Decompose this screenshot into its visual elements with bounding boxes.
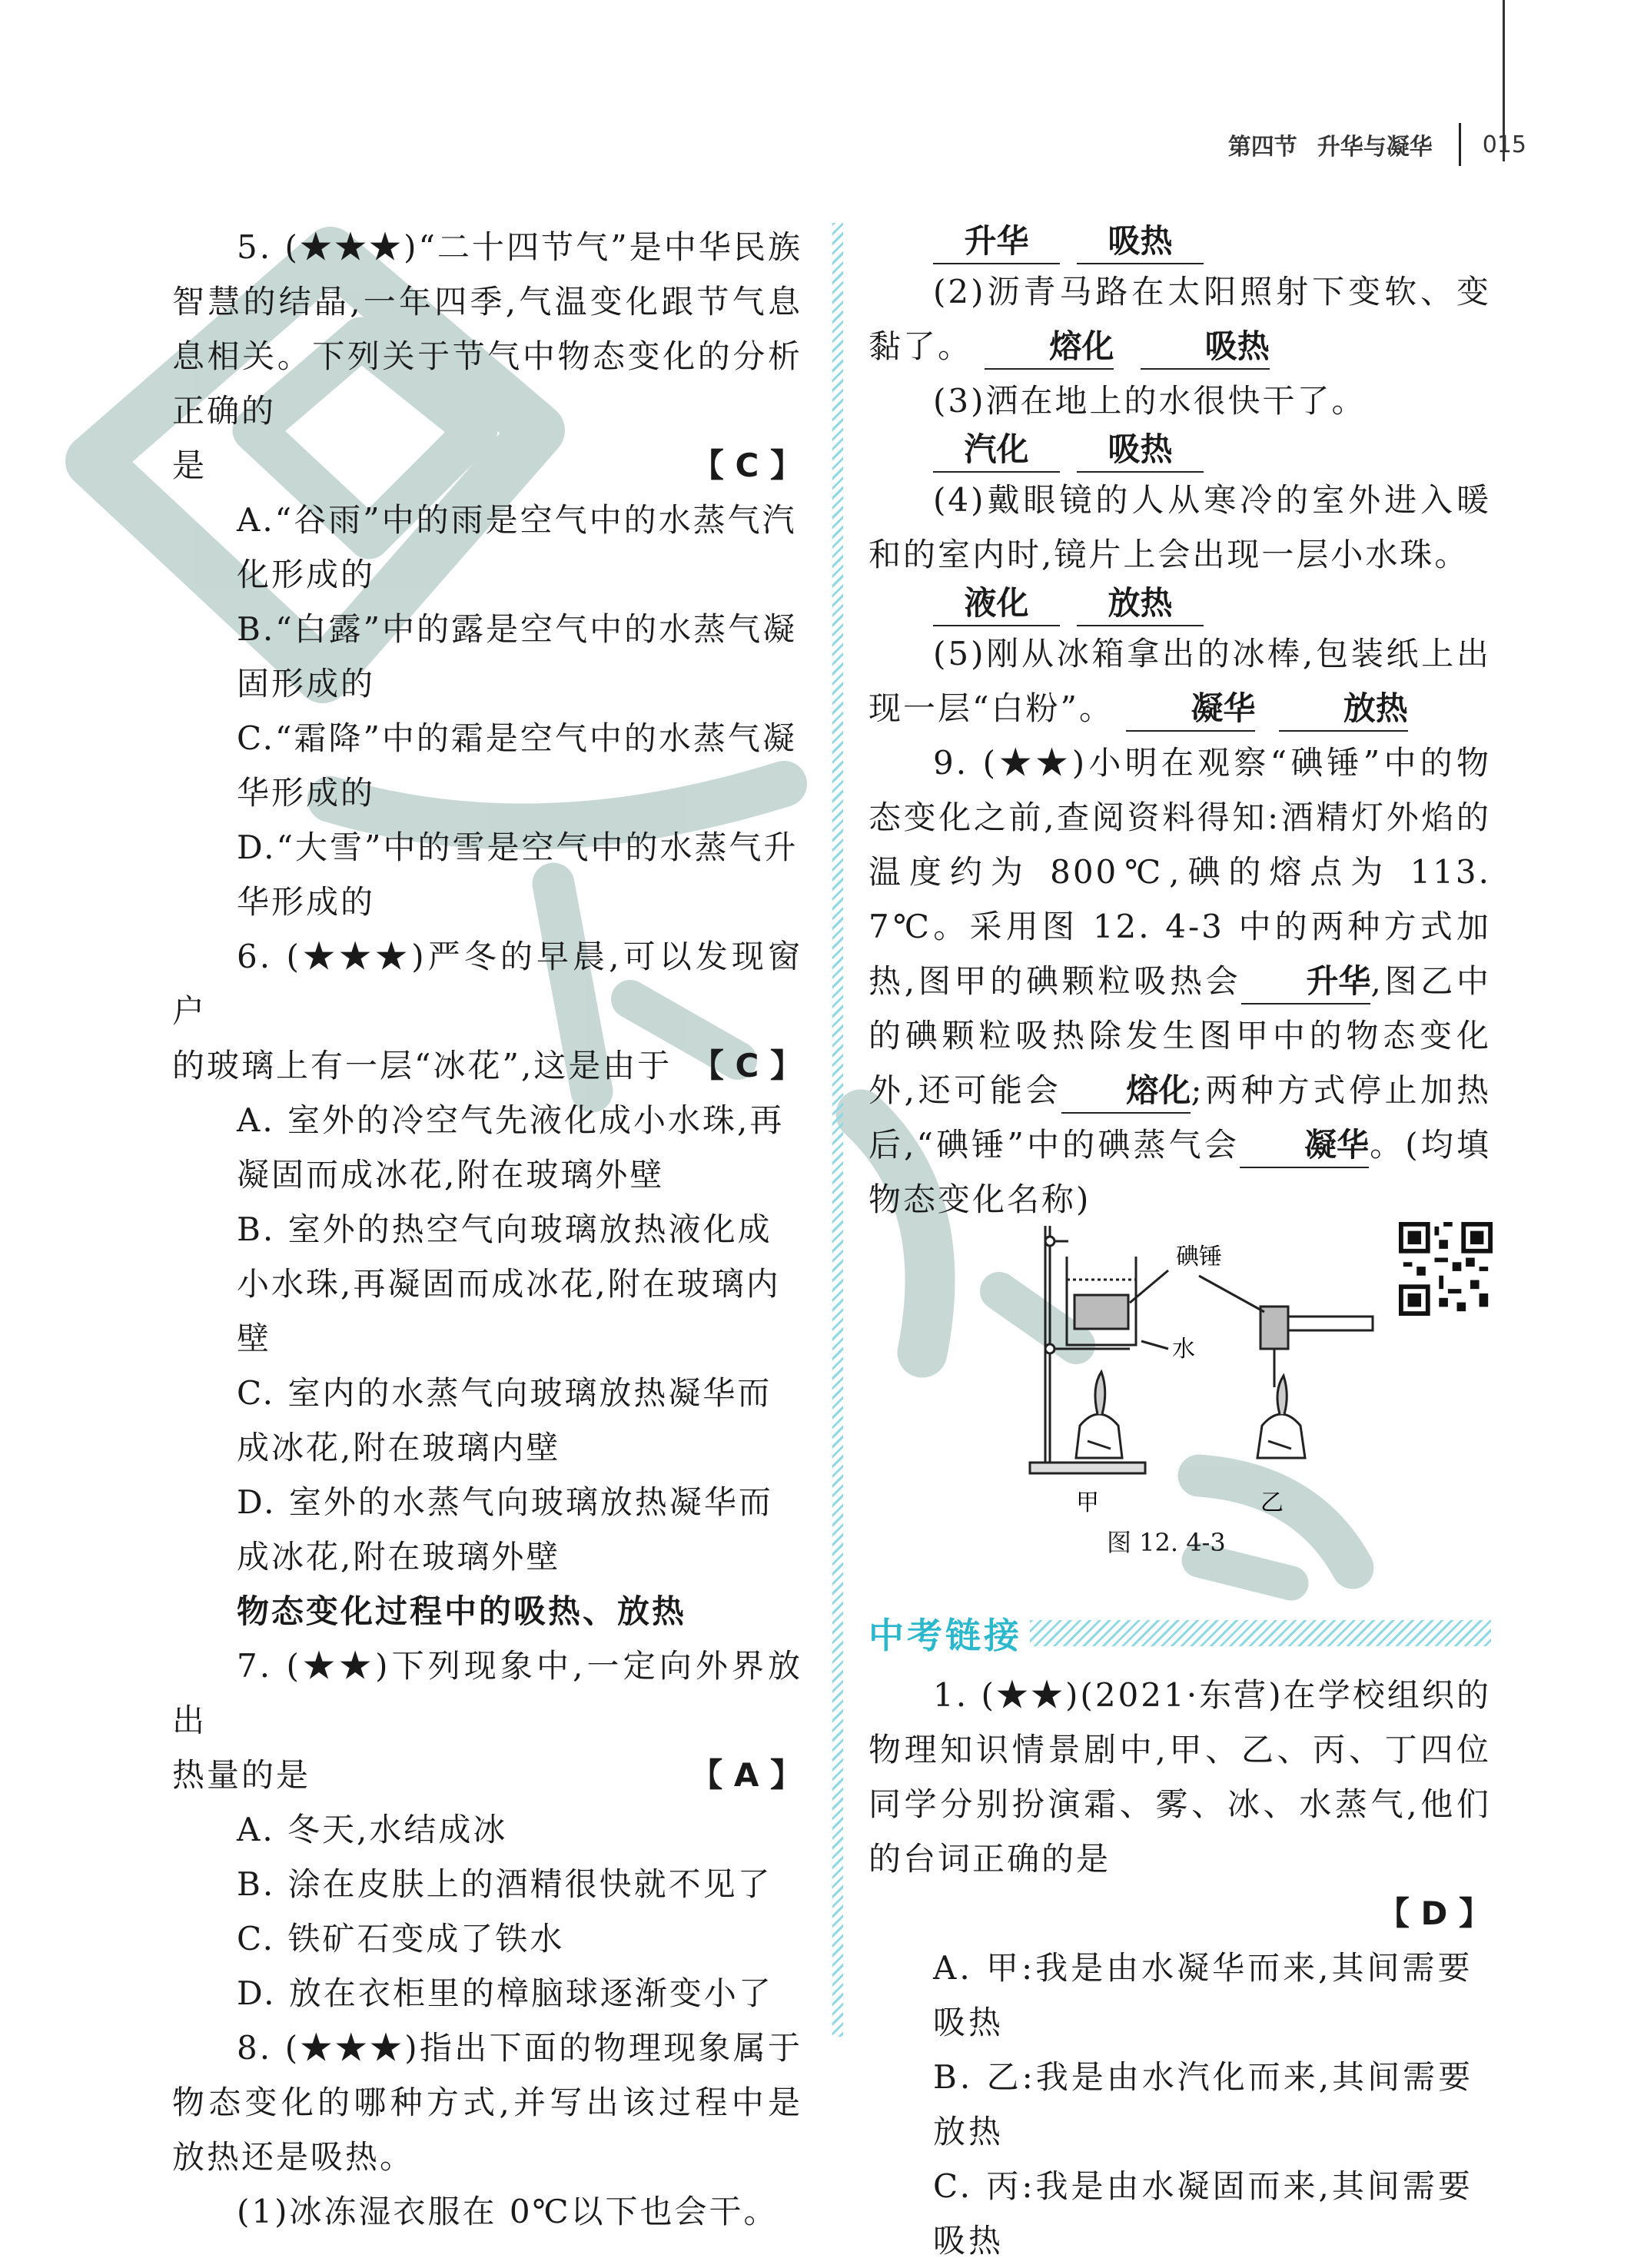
- banner-stripe: [1030, 1620, 1491, 1646]
- zhongkao-banner: [868, 1610, 1491, 1656]
- q8-item1: (1)冰冻湿衣服在 0℃以下也会干。: [237, 2193, 779, 2230]
- q8-item5: (5)刚从冰箱拿出的冰棒,包装纸上出现一层“白粉”。 凝华 放热: [868, 626, 1491, 736]
- blank-5a: 凝华: [1126, 687, 1255, 732]
- q7-stem-end: 热量的是: [172, 1756, 311, 1794]
- blank-5b: 放热: [1279, 687, 1408, 732]
- q7-answer: 【 A 】: [690, 1756, 802, 1794]
- q6-stem: 6. (★★★)严冬的早晨,可以发现窗户: [172, 938, 802, 1030]
- q5-stem: 5. (★★★)“二十四节气”是中华民族智慧的结晶,一年四季,气温变化跟节气息息相关。下列关于节气中物态变化的分析正确的: [172, 228, 802, 430]
- q8-stem: 8. (★★★)指出下面的物理现象属于物态变化的哪种方式,并写出该过程中是放热还是吸热。: [172, 2029, 802, 2176]
- blank-2a: 熔化: [985, 325, 1114, 370]
- label-yi: 乙: [1260, 1489, 1284, 1516]
- left-column: [172, 220, 802, 2239]
- q5-option-c: C.“霜降”中的霜是空气中的水蒸气凝华形成的: [237, 719, 797, 812]
- q7-option-b: B. 涂在皮肤上的酒精很快就不见了: [237, 1865, 772, 1903]
- answer-blanks-4: [868, 582, 1491, 626]
- blank-4a: 液化: [933, 582, 1060, 626]
- right-column: [868, 220, 1491, 1227]
- iodine-hammer-figure: [1015, 1218, 1383, 1518]
- qr-code-icon[interactable]: [1399, 1222, 1493, 1316]
- blank-1b: 吸热: [1077, 220, 1204, 264]
- zk-answer-row: [868, 1886, 1491, 1941]
- column-divider: [832, 223, 843, 2037]
- q5-answer: 【 C 】: [691, 447, 802, 484]
- q5-option-b: B.“白露”中的露是空气中的水蒸气凝固形成的: [237, 610, 798, 702]
- q6-option-a: A. 室外的冷空气先液化成小水珠,再凝固而成冰花,附在玻璃外壁: [237, 1101, 785, 1194]
- q5-answer-row: [172, 438, 802, 493]
- label-water: 水: [1172, 1336, 1195, 1363]
- page-number: 015: [1482, 131, 1526, 158]
- q7-stem: 7. (★★)下列现象中,一定向外界放出: [172, 1647, 802, 1739]
- figure-caption: 图 12. 4-3: [1107, 1528, 1226, 1557]
- q6-option-b: B. 室外的热空气向玻璃放热液化成小水珠,再凝固而成冰花,附在玻璃内壁: [237, 1210, 781, 1357]
- q8-item2: (2)沥青马路在太阳照射下变软、变黏了。 熔化 吸热: [868, 264, 1491, 374]
- zhongkao-question: [868, 1668, 1491, 2268]
- blank-3b: 吸热: [1077, 428, 1204, 473]
- q5-option-d: D.“大雪”中的雪是空气中的水蒸气升华形成的: [237, 829, 799, 921]
- zhongkao-title: 中考链接: [868, 1615, 1022, 1656]
- section-heading: 物态变化过程中的吸热、放热: [237, 1592, 687, 1630]
- q9-text: 9. (★★)小明在观察“碘锤”中的物态变化之前,查阅资料得知:酒精灯外焰的温度约为 800℃,碘的熔点为 113. 7℃。采用图 12. 4-3 中的两种方式加热,图甲的碘颗粒吸热会 升华,图乙中的碘颗粒吸热除发生图甲中的物态变化外,还可能会 熔化;两种方式停止加热后,“碘锤”中的碘蒸气会 凝华。(均填物态变化名称): [868, 744, 1491, 1218]
- q6-answer-row: [172, 1038, 802, 1093]
- q6-option-c: C. 室内的水蒸气向玻璃放热凝华而成冰花,附在玻璃内壁: [237, 1374, 772, 1466]
- q7-option-c: C. 铁矿石变成了铁水: [237, 1920, 565, 1958]
- q6-stem-end: 的玻璃上有一层“冰花”,这是由于: [172, 1047, 673, 1084]
- blank-4b: 放热: [1077, 582, 1204, 626]
- q5-option-a: A.“谷雨”中的雨是空气中的水蒸气汽化形成的: [237, 501, 797, 593]
- label-iodine-hammer: 碘锤: [1176, 1244, 1222, 1270]
- q6-answer: 【 C 】: [691, 1047, 802, 1084]
- answer-blanks-1: [868, 220, 1491, 264]
- blank-9b: 熔化: [1061, 1069, 1191, 1114]
- q7-option-d: D. 放在衣柜里的樟脑球逐渐变小了: [237, 1974, 773, 2012]
- blank-9a: 升华: [1241, 960, 1370, 1004]
- page-header: [1228, 129, 1526, 160]
- q7-answer-row: [172, 1748, 802, 1802]
- zk-q1-stem: 1. (★★)(2021·东营)在学校组织的物理知识情景剧中,甲、乙、丙、丁四位同学分别扮演霜、雾、冰、水蒸气,他们的台词正确的是: [868, 1676, 1491, 1878]
- blank-3a: 汽化: [933, 428, 1060, 473]
- q8-item3: (3)洒在地上的水很快干了。: [933, 382, 1367, 420]
- answer-blanks-3: [868, 428, 1491, 473]
- q8-item4: (4)戴眼镜的人从寒冷的室外进入暖和的室内时,镜片上会出现一层小水珠。: [868, 481, 1491, 573]
- zk-option-a: A. 甲:我是由水凝华而来,其间需要吸热: [933, 1949, 1473, 2041]
- zk-q1-answer: 【 D 】: [1377, 1894, 1491, 1932]
- blank-9c: 凝华: [1240, 1124, 1369, 1168]
- label-jia: 甲: [1076, 1489, 1099, 1516]
- section-title: 升华与凝华: [1317, 134, 1433, 161]
- blank-2b: 吸热: [1141, 325, 1270, 370]
- header-separator: [1459, 123, 1461, 166]
- q5-stem-end: 是: [172, 447, 208, 484]
- blank-1a: 升华: [933, 220, 1060, 264]
- q7-option-a: A. 冬天,水结成冰: [237, 1811, 508, 1848]
- q6-option-d: D. 室外的水蒸气向玻璃放热凝华而成冰花,附在玻璃外壁: [237, 1483, 773, 1576]
- section-label: 第四节: [1227, 134, 1297, 161]
- zk-option-b: B. 乙:我是由水汽化而来,其间需要放热: [933, 2058, 1474, 2150]
- zk-option-c: C. 丙:我是由水凝固而来,其间需要吸热: [933, 2167, 1473, 2260]
